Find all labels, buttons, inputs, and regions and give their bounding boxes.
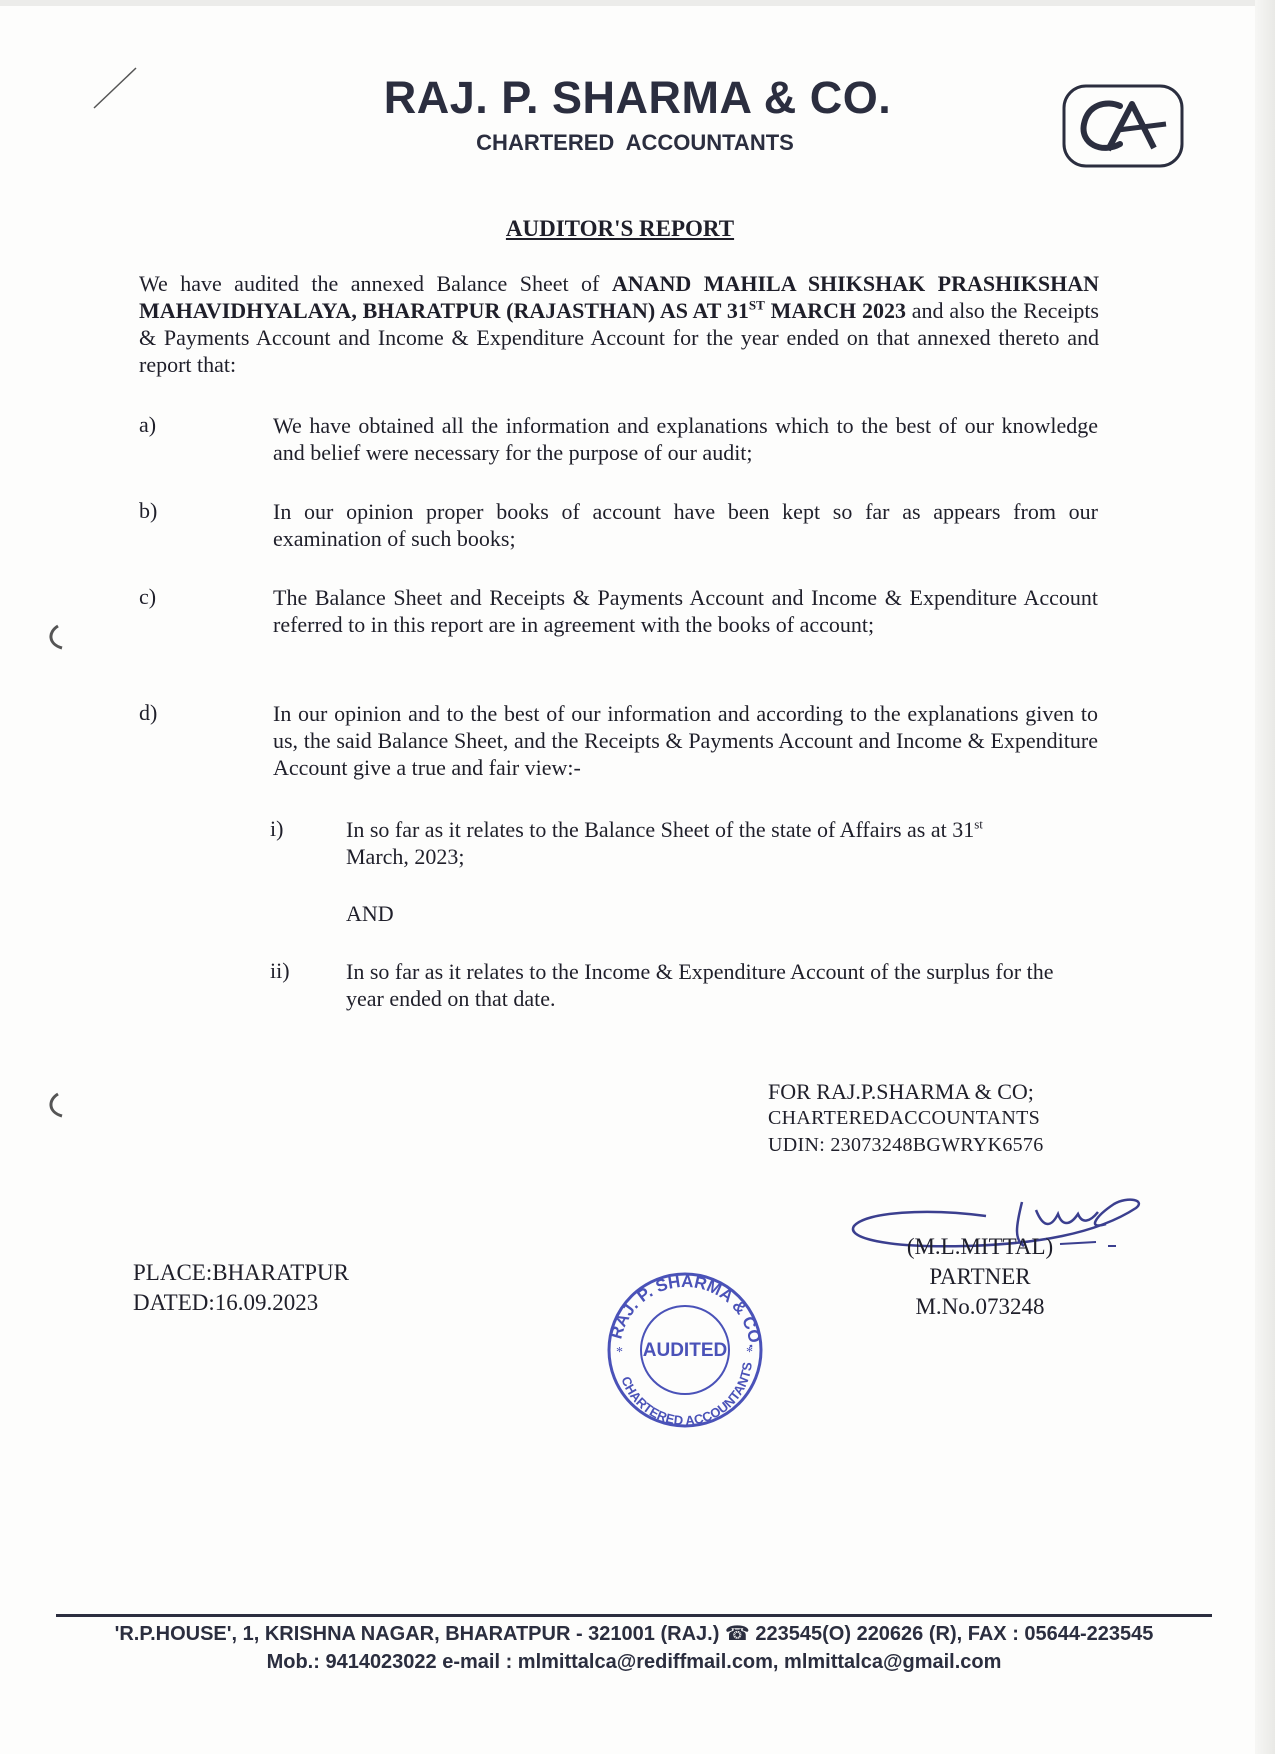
sub-item-i-text [346,816,1096,870]
place-date-block [133,1258,349,1318]
footer-divider [56,1614,1212,1617]
partner-block [870,1232,1090,1322]
svg-text:*: * [616,1345,623,1360]
scan-shadow-edge [1255,0,1275,1754]
sub-item-ii-num: ii) [270,958,290,983]
partner-name: (M.L.MITTAL) [906,1234,1054,1259]
designation-line: CHARTEREDACCOUNTANTS [768,1107,1041,1129]
firm-name: RAJ. P. SHARMA & CO. [383,72,892,123]
item-c-letter: c) [139,584,157,609]
item-b-letter: b) [139,498,158,523]
item-a-text: We have obtained all the information and explanations which to the best of our knowledge and belief were necessary for the purpose of our audit; [273,413,1098,465]
date-line: DATED:16.09.2023 [133,1290,319,1315]
stamp-ring-text: RAJ. P. SHARMA & CO. [606,1271,765,1349]
footer-line-2: Mob.: 9414023022 e-mail : mlmittalca@rediffmail.com, mlmittalca@gmail.com [266,1651,1002,1673]
sub-item-i-sup: st [974,816,983,832]
place-line: PLACE:BHARATPUR [133,1260,349,1285]
partner-role: PARTNER [929,1264,1031,1289]
intro-text-1: We have audited the annexed Balance Sheet of [139,271,612,296]
udin-line: UDIN: 23073248BGWRYK6576 [768,1134,1044,1156]
footer-address [56,1620,1212,1676]
membership-number: M.No.073248 [915,1294,1045,1319]
intro-text-2: and also the Receipts & Payments Account and Income & Expenditure Account for the year ended on that annexed thereto and report that: [139,298,1099,377]
stamp-bottom-text: CHARTERED ACCOUNTANTS [618,1361,755,1428]
item-d-letter: d) [139,700,158,725]
item-d-text: In our opinion and to the best of our information and according to the explanations given to us, the said Balance Sheet, and the Receipts & Payments Account and Income & Expenditure Account give a true and fair view:- [273,701,1098,780]
binder-hole-icon [44,1090,74,1120]
intro-entity-date: MARCH 2023 [764,298,906,323]
intro-paragraph [139,270,1099,378]
sub-item-i-tail: March, 2023; [346,844,465,869]
sub-item-i-num: i) [270,816,284,841]
report-title: AUDITOR'S REPORT [505,216,735,241]
item-a-letter: a) [139,412,157,437]
signatory-block [768,1078,1044,1159]
stamp-center-text: AUDITED [642,1340,728,1361]
item-b-text: In our opinion proper books of account have been kept so far as appears from our examination of such books; [273,499,1098,551]
svg-text:*: * [746,1345,753,1360]
ca-logo-icon [1062,84,1184,168]
scan-shadow-top [0,0,1275,6]
intro-entity-sup: ST [748,297,765,313]
firm-subtitle: CHARTERED ACCOUNTANTS [476,130,794,155]
for-firm-line: FOR RAJ.P.SHARMA & CO; [768,1079,1034,1104]
svg-text:RAJ. P. SHARMA & CO. [606,1272,764,1349]
footer-line-1: 'R.P.HOUSE', 1, KRISHNA NAGAR, BHARATPUR - 321001 (RAJ.) ☎ 223545(O) 220626 (R), FAX : 05644-223545 [114,1623,1154,1645]
audited-stamp-icon [600,1268,770,1428]
binder-hole-icon [44,622,74,652]
item-c-text: The Balance Sheet and Receipts & Payments Account and Income & Expenditure Account referred to in this report are in agreement with the books of account; [273,585,1098,637]
and-text: AND [346,901,394,926]
sub-item-ii-text: In so far as it relates to the Income & Expenditure Account of the surplus for the year ended on that date. [346,959,1054,1011]
sub-item-i-body: In so far as it relates to the Balance Sheet of the state of Affairs as at 31 [346,817,975,842]
intro-entity-name: ANAND MAHILA SHIKSHAK PRASHIKSHAN MAHAVIDHYALAYA, BHARATPUR (RAJASTHAN) AS AT 31 [139,271,1099,323]
